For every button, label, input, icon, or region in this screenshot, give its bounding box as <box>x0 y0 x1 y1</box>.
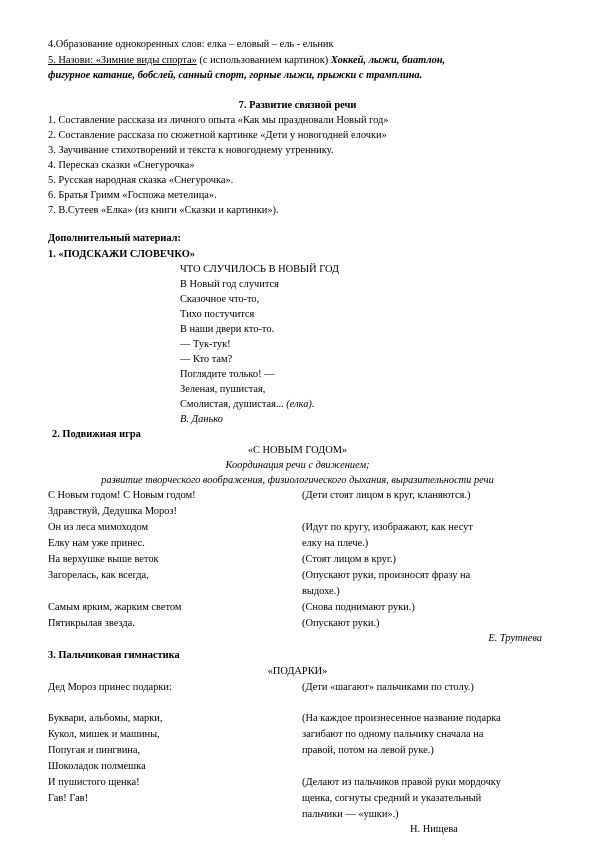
game2-verse-line: С Новым годом! С Новым годом! <box>48 490 196 501</box>
section7-title: 7. Развитие связной речи <box>238 100 357 111</box>
game3-action: (Делают из пальчиков правой руки мордочку <box>302 777 501 788</box>
game3-verse-line: Шоколадок полмешка <box>48 761 146 772</box>
game2-action: (Стоят лицом в круг.) <box>302 554 397 565</box>
game2-action: (Идут по кругу, изображают, как несут <box>302 522 473 533</box>
game2-verse-line: Он из леса мимоходом <box>48 522 149 533</box>
game3-action: пальчики — «ушки».) <box>302 809 399 820</box>
game2-verse-line: Загорелась, как всегда, <box>48 570 149 581</box>
top-item-5-list-1: Хоккей, лыжи, биатлон, <box>330 55 446 66</box>
game2-action: (Снова поднимают руки.) <box>302 602 415 613</box>
game2-verse-line: Здравствуй, Дедушка Мороз! <box>48 506 177 517</box>
game2-action: выдохе.) <box>302 586 340 597</box>
game2-goal: развитие творческого воображения, физиологического дыхания, выразительности речи <box>101 475 494 486</box>
game2-action: (Дети стоят лицом в круг, кланяются.) <box>302 490 471 501</box>
section7-item: 7. В.Сутеев «Елка» (из книги «Сказки и картинки»). <box>48 205 279 216</box>
game3-action: загибают по одному пальчику сначала на <box>302 729 484 740</box>
game1-title: 1. «ПОДСКАЖИ СЛОВЕЧКО» <box>48 249 195 260</box>
section7-item: 5. Русская народная сказка «Снегурочка». <box>48 175 234 186</box>
section7-item: 1. Составление рассказа из личного опыта «Как мы праздновали Новый год» <box>48 115 389 126</box>
section7-item: 4. Пересказ сказки «Снегурочка» <box>48 160 195 171</box>
game3-title: 3. Пальчиковая гимнастика <box>48 650 180 661</box>
game2-verse-line: Самым ярким, жарким светом <box>48 602 182 613</box>
poem-line: — Тук-тук! <box>180 339 231 350</box>
top-item-5-label: 5. Назови: «Зимние виды спорта» <box>48 55 197 66</box>
top-item-4: 4.Образование однокоренных слов: елка – еловый – ель - ельник <box>48 39 334 50</box>
game2-action: (Опускают руки, произносят фразу на <box>302 570 471 581</box>
game3-verse-line: И пушистого щенка! <box>48 777 140 788</box>
game3-verse-line: Гав! Гав! <box>48 793 89 804</box>
top-item-5 <box>48 54 445 67</box>
top-item-5-list-2: фигурное катание, бобслей, санный спорт, горные лыжи, прыжки с трамплина. <box>48 70 423 81</box>
poem-title: ЧТО СЛУЧИЛОСЬ В НОВЫЙ ГОД <box>180 264 340 275</box>
game3-action: щенка, согнуты средний и указательный <box>302 793 482 804</box>
game3-verse-line: Кукол, мишек и машины, <box>48 729 160 740</box>
game2-verse-line: Елку нам уже принес. <box>48 538 145 549</box>
section7-item: 2. Составление рассказа по сюжетной картинке «Дети у новогодней елочки» <box>48 130 387 141</box>
section7-item: 3. Заучивание стихотворений и текста к новогоднему утреннику. <box>48 145 334 156</box>
poem-line: В наши двери кто-то. <box>180 324 275 335</box>
game3-action: правой, потом на левой руке.) <box>302 745 434 756</box>
poem-line: Поглядите только! — <box>180 369 275 380</box>
game2-verse-line: Пятикрылая звезда. <box>48 618 135 629</box>
game3-action: (На каждое произнесенное название подарка <box>302 713 501 724</box>
game2-verse-line: На верхушке выше веток <box>48 554 159 565</box>
section7-item: 6. Братья Гримм «Госпожа метелица». <box>48 190 217 201</box>
poem-line: Сказочное что-то, <box>180 294 260 305</box>
game2-action: елку на плече.) <box>302 538 369 549</box>
poem-line: Тихо постучится <box>180 309 255 320</box>
game3-verse-line: Попугая и пингвина, <box>48 745 141 756</box>
game3-author: Н. Нищева <box>410 824 458 835</box>
game3-verse-line: Буквари, альбомы, марки, <box>48 713 163 724</box>
poem-author: В. Данько <box>180 414 223 425</box>
game2-subtitle: Координация речи с движением; <box>225 460 370 471</box>
game2-title: 2. Подвижная игра <box>52 429 141 440</box>
poem-line: Смолистая, душистая... <box>180 399 284 410</box>
poem-line: В Новый год случится <box>180 279 279 290</box>
game2-name: «С НОВЫМ ГОДОМ» <box>247 445 348 456</box>
game3-action: (Дети «шагают» пальчиками по столу.) <box>302 682 474 693</box>
poem-line: Зеленая, пушистая, <box>180 384 266 395</box>
poem-last-line <box>180 398 314 411</box>
game3-name: «ПОДАРКИ» <box>267 666 328 677</box>
game2-action: (Опускают руки.) <box>302 618 380 629</box>
additional-title: Дополнительный материал: <box>48 233 181 244</box>
game3-verse-line: Дед Мороз принес подарки: <box>48 682 172 693</box>
poem-line: — Кто там? <box>180 354 233 365</box>
top-item-5-paren: (с использованием картинок) <box>196 55 331 66</box>
game2-author: Е. Трутнева <box>488 633 542 644</box>
poem-answer: (елка). <box>283 399 315 410</box>
